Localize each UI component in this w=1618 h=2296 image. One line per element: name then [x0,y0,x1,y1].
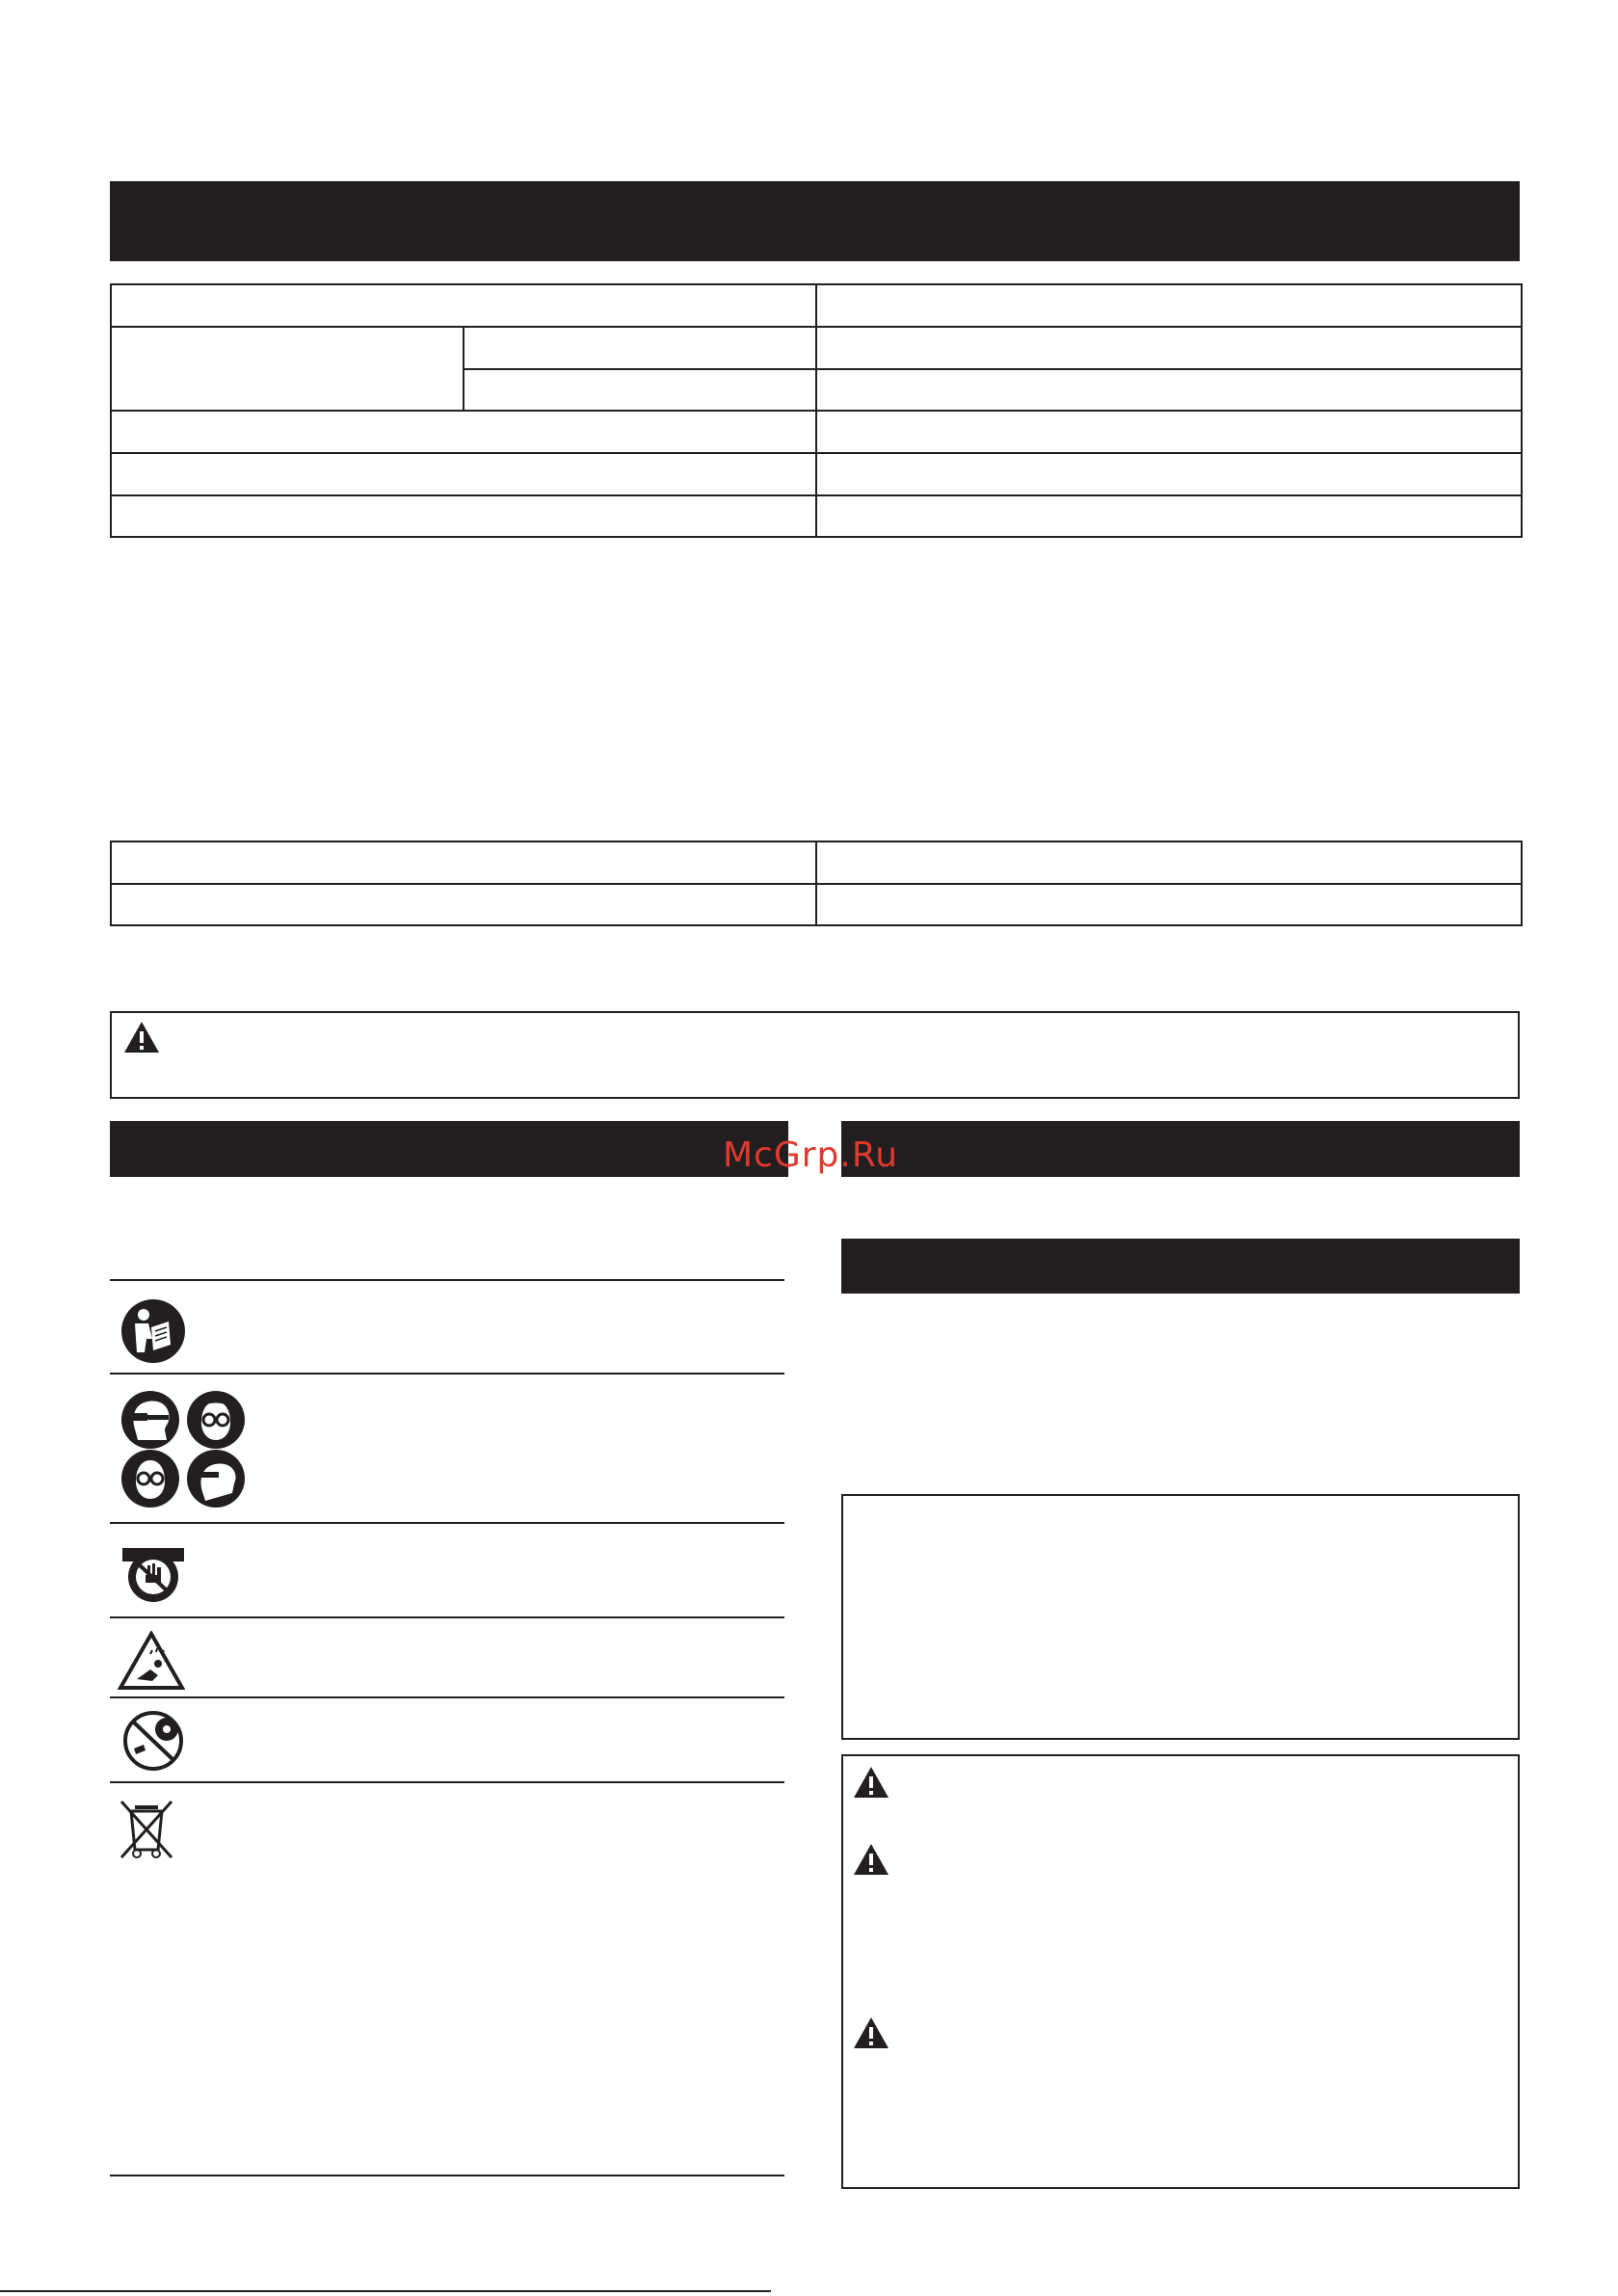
table-cell [111,284,816,327]
table-cell [816,411,1522,453]
table-cell [111,453,816,495]
warning-box [110,1011,1520,1099]
table-row [111,453,1522,495]
weee-crossed-bin-icon [118,1798,175,1861]
warning-triangle-icon [853,2016,889,2054]
footer-rule [0,2290,771,2292]
table-cell [111,841,816,884]
table-cell [816,453,1522,495]
right-subsection-header-bar [841,1239,1520,1294]
symbols-divider [110,1522,784,1524]
symbols-divider [110,1696,784,1698]
symbols-bottom-rule [110,2175,784,2176]
section-title-bar [110,181,1520,261]
table-row [111,411,1522,453]
wear-eye-protection-icon [120,1449,180,1508]
table-cell [464,369,816,411]
wear-head-protection-icon [186,1449,246,1508]
thrown-objects-hazard-icon [118,1631,185,1691]
table-row [111,327,1522,369]
symbols-divider [110,1781,784,1783]
table-cell [111,411,816,453]
left-section-header-bar [110,1121,788,1177]
wear-ear-and-eye-protection-icon [120,1390,180,1450]
table-cell [816,284,1522,327]
symbols-divider [110,1616,784,1618]
table-row [111,284,1522,327]
watermark: McGrp.Ru [723,1135,899,1175]
table-row [111,884,1522,925]
table-cell [816,495,1522,537]
keep-hands-away-icon [120,1535,186,1604]
no-metal-blade-icon [120,1708,186,1772]
table-cell [816,841,1522,884]
table-row [111,841,1522,884]
notice-box [841,1494,1520,1740]
symbols-divider [110,1279,784,1281]
safety-warnings-box [841,1754,1520,2189]
table-row [111,495,1522,537]
table-cell [111,495,816,537]
table-cell [111,884,816,925]
warning-triangle-icon [853,1766,889,1803]
secondary-spec-table [110,841,1523,926]
table-cell [816,884,1522,925]
right-section-header-bar [841,1121,1520,1177]
wear-eye-protection-icon [186,1390,246,1450]
symbols-divider [110,1373,784,1375]
specifications-table [110,283,1523,538]
table-cell [111,327,464,411]
table-cell [816,369,1522,411]
table-cell [816,327,1522,369]
warning-triangle-icon [853,1843,889,1881]
read-instruction-manual-icon [120,1298,186,1364]
table-cell [464,327,816,369]
warning-triangle-icon [123,1021,160,1054]
